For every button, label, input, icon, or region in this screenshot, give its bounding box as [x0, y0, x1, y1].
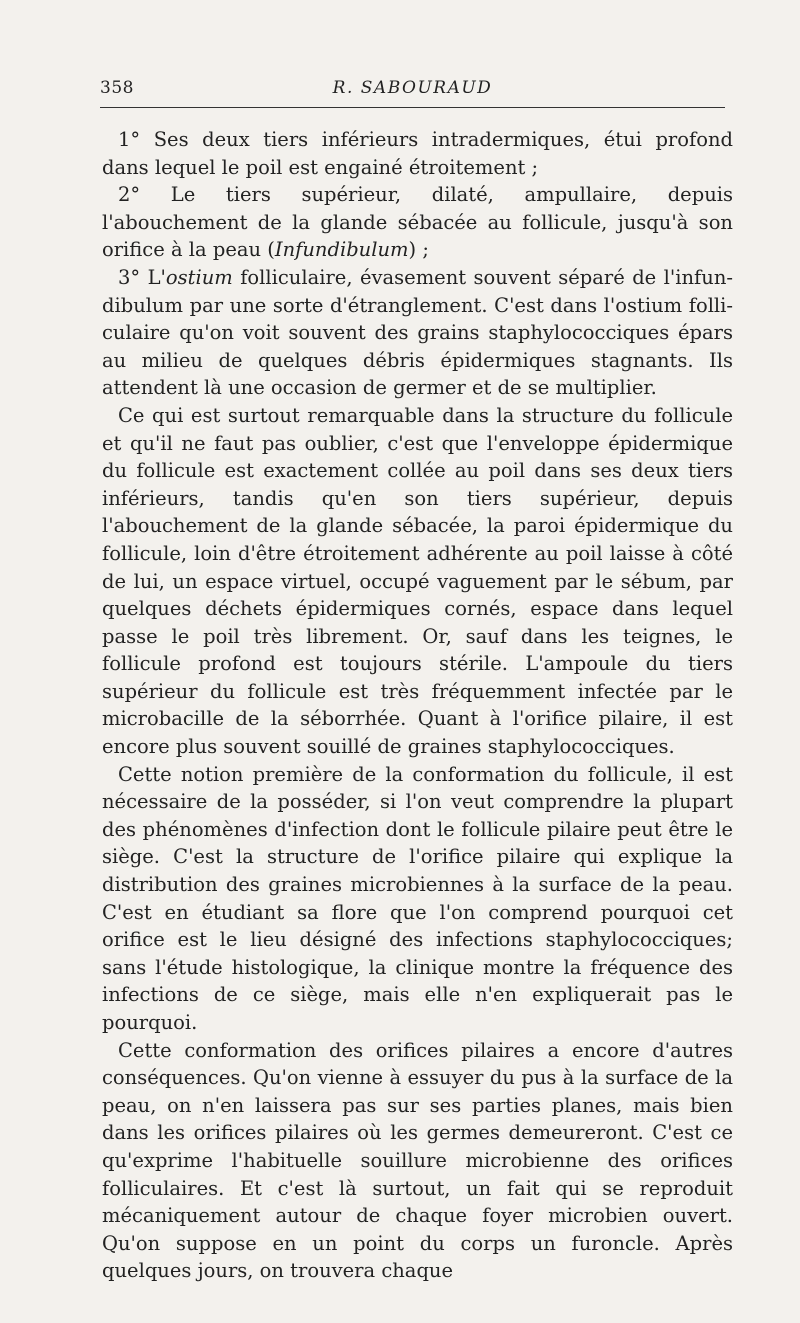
paragraph: 1° Ses deux tiers inférieurs intradermiques, étui profond dans lequel le poil est engainé étroitement ;	[102, 128, 733, 179]
paragraph: Cette notion première de la conformation du follicule, il est nécessaire de la posséder, si l'on veut comprendre la plupart des phénomènes d'infection dont le follicule pilaire peut être le siège. C'est la structure de l'orifice pilaire qui explique la distribution des graines microbiennes à la surface de la peau. C'est en étudiant sa flore que l'on comprend pourquoi cet orifice est le lieu désigné des infections staphylococciques; sans l'étude histologique, la clinique montre la fréquence des infections de ce siège, mais elle n'en expliquerait pas le pourquoi.	[102, 762, 733, 1034]
paragraph: 3° L'ostium folliculaire, évasement souvent séparé de l'infundibulum par une sorte d'étranglement. C'est dans l'ostium folliculaire qu'on voit souvent des grains staphylococciques épars au milieu de quelques débris épidermiques stagnants. Ils attendent là une occasion de germer et de se multiplier.	[102, 265, 733, 400]
page-number: 358	[100, 78, 134, 98]
body-text	[102, 126, 733, 1285]
header-rule	[100, 107, 725, 108]
paragraph: Cette conformation des orifices pilaires a encore d'autres conséquences. Qu'on vienne à essuyer du pus à la surface de la peau, on n'en laissera pas sur ses parties planes, mais bien dans les orifices pilaires où les germes demeureront. C'est ce qu'exprime l'habituelle souillure microbienne des orifices folliculaires. Et c'est là surtout, un fait qui se reproduit mécaniquement autour de chaque foyer microbien ouvert. Qu'on suppose en un point du corps un furoncle. Après quelques jours, on trouvera chaque	[102, 1038, 733, 1283]
paragraph: Ce qui est surtout remarquable dans la structure du follicule et qu'il ne faut pas oublier, c'est que l'enveloppe épidermique du follicule est exactement collée au poil dans ses deux tiers inférieurs, tandis qu'en son tiers supérieur, depuis l'abouchement de la glande sébacée, la paroi épidermique du follicule, loin d'être étroitement adhérente au poil laisse à côté de lui, un espace virtuel, occupé vaguement par le sébum, par quelques déchets épidermiques cornés, espace dans lequel passe le poil très librement. Or, sauf dans les teignes, le follicule profond est toujours stérile. L'ampoule du tiers supérieur du follicule est très fréquemment infectée par le microbacille de la séborrhée. Quant à l'orifice pilaire, il est encore plus souvent souillé de graines staphylococciques.	[102, 403, 733, 759]
page-header	[100, 78, 725, 102]
running-head: R. SABOURAUD	[332, 78, 493, 98]
paragraph: 2° Le tiers supérieur, dilaté, ampullaire, depuis l'abouchement de la glande sébacée au follicule, jusqu'à son orifice à la peau (Infundibulum) ;	[102, 183, 733, 262]
